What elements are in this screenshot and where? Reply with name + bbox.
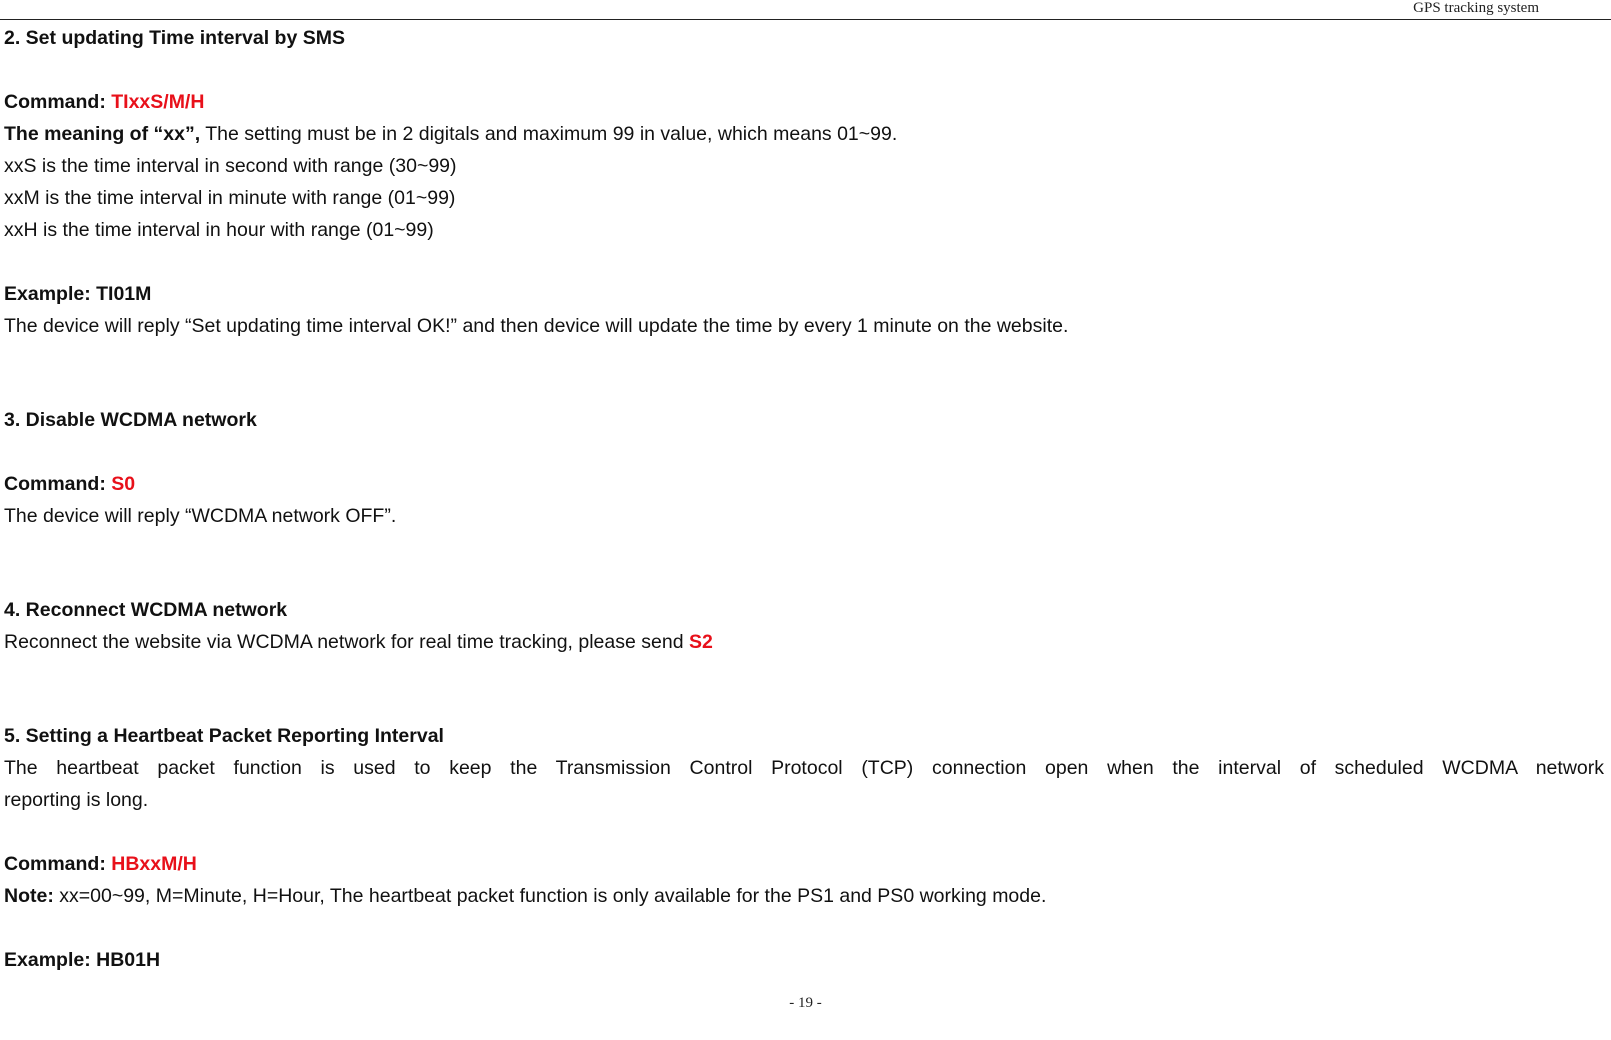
interval-minute-line: xxM is the time interval in minute with range (01~99) <box>4 187 456 209</box>
section-3-command <box>4 468 1604 500</box>
meaning-text: The setting must be in 2 digitals and maximum 99 in value, which means 01~99. <box>200 123 898 145</box>
section-5-paragraph-line-1: The heartbeat packet function is used to keep the Transmission Control Protocol (TCP) connection open when the interval of scheduled WCDMA network <box>4 757 1604 779</box>
header-title: GPS tracking system <box>1413 0 1539 16</box>
header-rule <box>0 19 1611 20</box>
section-2-meaning <box>4 118 1604 150</box>
section-5-heading: 5. Setting a Heartbeat Packet Reporting Interval <box>4 725 444 747</box>
command-value: S2 <box>688 631 713 653</box>
section-5-command <box>4 848 1604 880</box>
section-5-paragraph-line-2: reporting is long. <box>4 789 149 811</box>
section-2-heading: 2. Set updating Time interval by SMS <box>4 27 345 49</box>
command-label: Command: <box>4 473 112 495</box>
section-5-note <box>4 880 1604 912</box>
command-label: Command: <box>4 853 112 875</box>
meaning-label: The meaning of “xx”, <box>4 123 201 145</box>
section-4-heading: 4. Reconnect WCDMA network <box>4 599 288 621</box>
command-value: TIxxS/M/H <box>111 91 205 113</box>
section-2-command <box>4 86 1604 118</box>
command-value: S0 <box>111 473 136 495</box>
section-2-example: Example: TI01M <box>4 283 152 305</box>
interval-second-line: xxS is the time interval in second with range (30~99) <box>4 155 457 177</box>
section-5-example: Example: HB01H <box>4 949 161 971</box>
page-number: - 19 - <box>789 995 822 1011</box>
reconnect-text: Reconnect the website via WCDMA network for real time tracking, please send <box>4 631 689 653</box>
page-header <box>0 0 1611 18</box>
note-text: xx=00~99, M=Minute, H=Hour, The heartbeat packet function is only available for the PS1 and PS0 working mode. <box>53 885 1047 907</box>
document-body <box>4 22 1604 976</box>
command-label: Command: <box>4 91 112 113</box>
command-value: HBxxM/H <box>111 853 197 875</box>
section-3-heading: 3. Disable WCDMA network <box>4 409 257 431</box>
section-3-reply: The device will reply “WCDMA network OFF”. <box>4 505 397 527</box>
note-label: Note: <box>4 885 54 907</box>
section-4-text <box>4 626 1604 658</box>
interval-hour-line: xxH is the time interval in hour with range (01~99) <box>4 219 434 241</box>
section-2-reply: The device will reply “Set updating time interval OK!” and then device will update the time by every 1 minute on the website. <box>4 315 1069 337</box>
